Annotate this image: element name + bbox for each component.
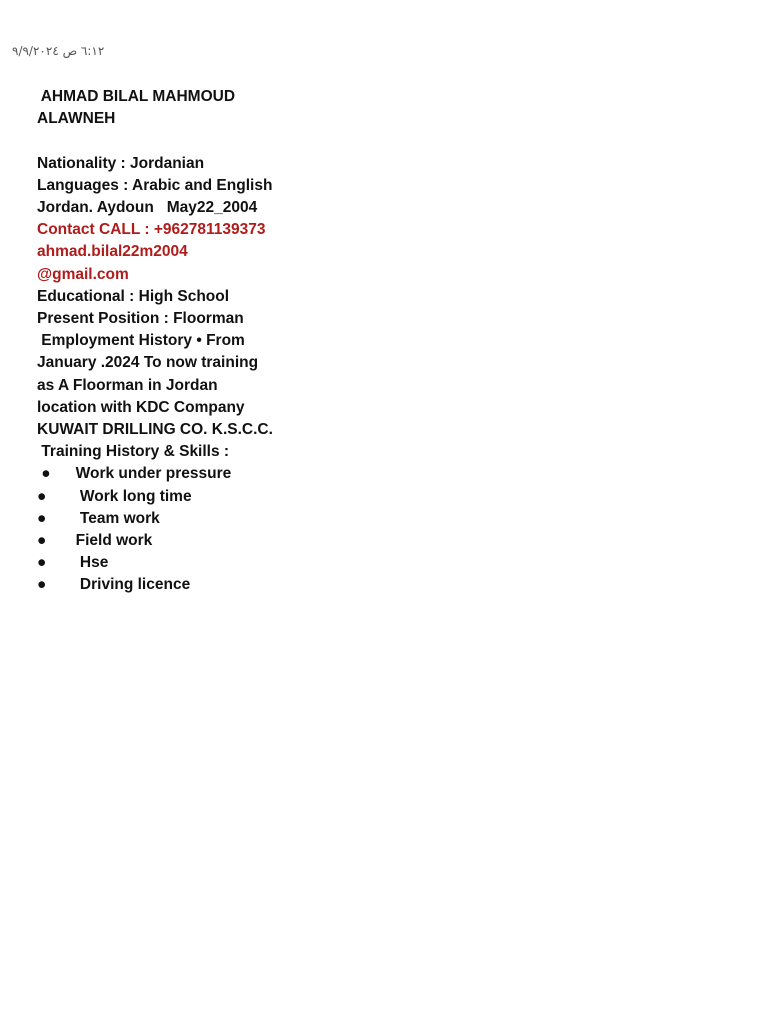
location-dob-line: Jordan. Aydoun May22_2004 (37, 199, 258, 216)
bullet-icon: ● (37, 465, 51, 483)
email-line-2: @gmail.com (37, 265, 129, 283)
employment-line: KUWAIT DRILLING CO. K.S.C.C. (37, 421, 273, 439)
timestamp-time: ٦:١٢ ص (62, 44, 105, 58)
bullet-icon: ● (37, 509, 47, 527)
resume-document (37, 86, 337, 597)
skill-pad (67, 463, 76, 485)
bullet-icon: ● (37, 487, 47, 505)
skill-item (37, 574, 337, 596)
bullet-icon: ● (37, 554, 47, 572)
skill-item (37, 486, 337, 508)
name-line-2: ALAWNEH (37, 110, 116, 128)
employment-line: January .2024 To now training (37, 354, 259, 372)
skill-label: Field work (75, 532, 153, 550)
skill-label: Driving licence (79, 576, 191, 594)
skill-item (37, 463, 337, 485)
skill-pad (67, 508, 80, 530)
skill-label: Work long time (79, 487, 192, 505)
training-heading: Training History & Skills : (37, 443, 230, 461)
contact-call-line: Contact CALL : +962781139373 (37, 221, 266, 239)
email-line-1: ahmad.bilal22m2004 (37, 243, 188, 261)
skill-item (37, 508, 337, 530)
name-line-1: AHMAD BILAL MAHMOUD (37, 88, 236, 105)
education-line: Educational : High School (37, 287, 230, 305)
bullet-icon: ● (37, 576, 47, 594)
blank-line (37, 130, 337, 152)
print-timestamp (12, 44, 140, 58)
skill-pad (67, 552, 80, 574)
skill-pad (67, 574, 80, 596)
skill-pad (67, 486, 80, 508)
skill-item (37, 530, 337, 552)
skill-label: Work under pressure (75, 465, 232, 483)
employment-line: as A Floorman in Jordan (37, 376, 218, 394)
timestamp-date: ٩/٩/٢٠٢٤ (12, 44, 59, 58)
languages-line: Languages : Arabic and English (37, 176, 273, 194)
employment-line: location with KDC Company (37, 398, 245, 416)
bullet-icon: ● (37, 532, 47, 550)
skill-label: Team work (79, 509, 160, 527)
skill-label: Hse (79, 554, 109, 572)
skill-item (37, 552, 337, 574)
employment-line: Employment History • From (37, 332, 245, 350)
skill-pad (67, 530, 76, 552)
nationality-line: Nationality : Jordanian (37, 154, 205, 172)
position-line: Present Position : Floorman (37, 310, 244, 328)
